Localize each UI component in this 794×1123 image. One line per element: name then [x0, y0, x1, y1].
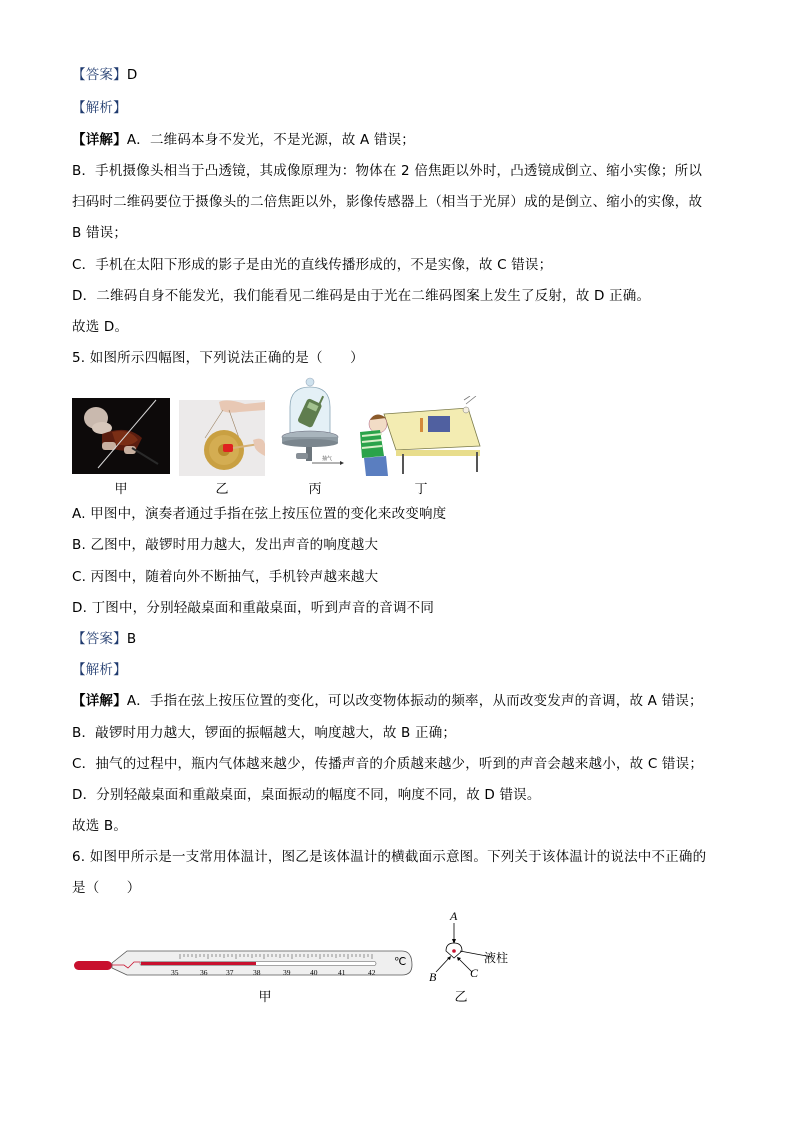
q5-stem: 5. 如图所示四幅图，下列说法正确的是（ ） [72, 350, 364, 366]
q4-answer-line [72, 66, 137, 84]
figure-caption-bing: 丙 [308, 482, 322, 497]
detail-tag: 【详解】 [72, 132, 127, 148]
q4-detail-line-b2: 扫码时二维码要位于摄像头的二倍焦距以外，影像传感器上（相当于光屏）成的是倒立、缩小的实像，故 [72, 194, 703, 210]
q4-detail-line-c: C．手机在太阳下形成的影子是由光的直线传播形成的，不是实像，故 C 错误； [72, 257, 553, 273]
figure-caption-cross-section: 乙 [454, 990, 468, 1005]
figure-boy-desk [356, 396, 482, 476]
q5-option-c: C. 丙图中，随着向外不断抽气，手机铃声越来越大 [72, 569, 379, 585]
q5-option-a: A. 甲图中，演奏者通过手指在弦上按压位置的变化来改变响度 [72, 506, 447, 522]
q5-conclusion: 故选 B。 [72, 818, 128, 834]
q5-option-d: D. 丁图中，分别轻敲桌面和重敲桌面，听到声音的音调不同 [72, 600, 435, 616]
figure-caption-yi: 乙 [215, 482, 229, 497]
label-c: C [470, 966, 479, 980]
q5-detail-line-a: 【详解】A．手指在弦上按压位置的变化，可以改变物体振动的频率，从而改变发声的音调，故 A 错误； [72, 693, 703, 709]
q4-detail-line-b1: B．手机摄像头相当于凸透镜，其成像原理为：物体在 2 倍焦距以外时，凸透镜成倒立、缩小实像；所以 [72, 163, 703, 179]
q6-stem-line2: 是（ ） [72, 880, 141, 896]
answer-value: D [126, 67, 138, 83]
q4-detail-line-a: 【详解】A．二维码本身不发光，不是光源，故 A 错误； [72, 132, 415, 148]
label-a: A [450, 909, 458, 923]
thermometer-unit: ℃ [394, 956, 407, 968]
pump-label: 抽气 [322, 456, 333, 462]
answer-tag: 【答案】 [72, 67, 127, 83]
q4-detail-line-b3: B 错误； [72, 225, 128, 241]
q4-conclusion: 故选 D。 [72, 319, 129, 335]
label-b: B [429, 970, 437, 984]
detail-tag: 【详解】 [72, 693, 127, 709]
figure-violinist [72, 398, 170, 474]
figure-caption-jia: 甲 [114, 482, 128, 497]
q5-option-b: B. 乙图中，敲锣时用力越大，发出声音的响度越大 [72, 537, 379, 553]
label-liquid-column: 液柱 [484, 951, 509, 965]
figure-caption-ding: 丁 [414, 482, 428, 497]
answer-value: B [126, 631, 137, 647]
q4-detail-line-d: D．二维码自身不能发光，我们能看见二维码是由于光在二维码图案上发生了反射，故 D 正确。 [72, 288, 651, 304]
figure-gong [179, 400, 265, 476]
figure-caption-thermometer: 甲 [258, 990, 272, 1005]
q5-detail-line-b: B．敲锣时用力越大，锣面的振幅越大，响度越大，故 B 正确； [72, 725, 457, 741]
q5-analysis-tag: 【解析】 [72, 662, 127, 678]
q4-analysis-tag: 【解析】 [72, 100, 127, 116]
q5-answer-line [72, 630, 136, 648]
figure-thermometer [72, 950, 417, 980]
figure-bell-jar [280, 377, 352, 477]
answer-tag: 【答案】 [72, 631, 127, 647]
q5-detail-line-d: D．分别轻敲桌面和重敲桌面，桌面振动的幅度不同，响度不同，故 D 错误。 [72, 787, 541, 803]
q5-detail-line-c: C．抽气的过程中，瓶内气体越来越少，传播声音的介质越来越少，听到的声音会越来越小，故 C 错误； [72, 756, 704, 772]
q6-stem-line1: 6. 如图甲所示是一支常用体温计，图乙是该体温计的横截面示意图。下列关于该体温计的说法中不正确的 [72, 849, 707, 865]
